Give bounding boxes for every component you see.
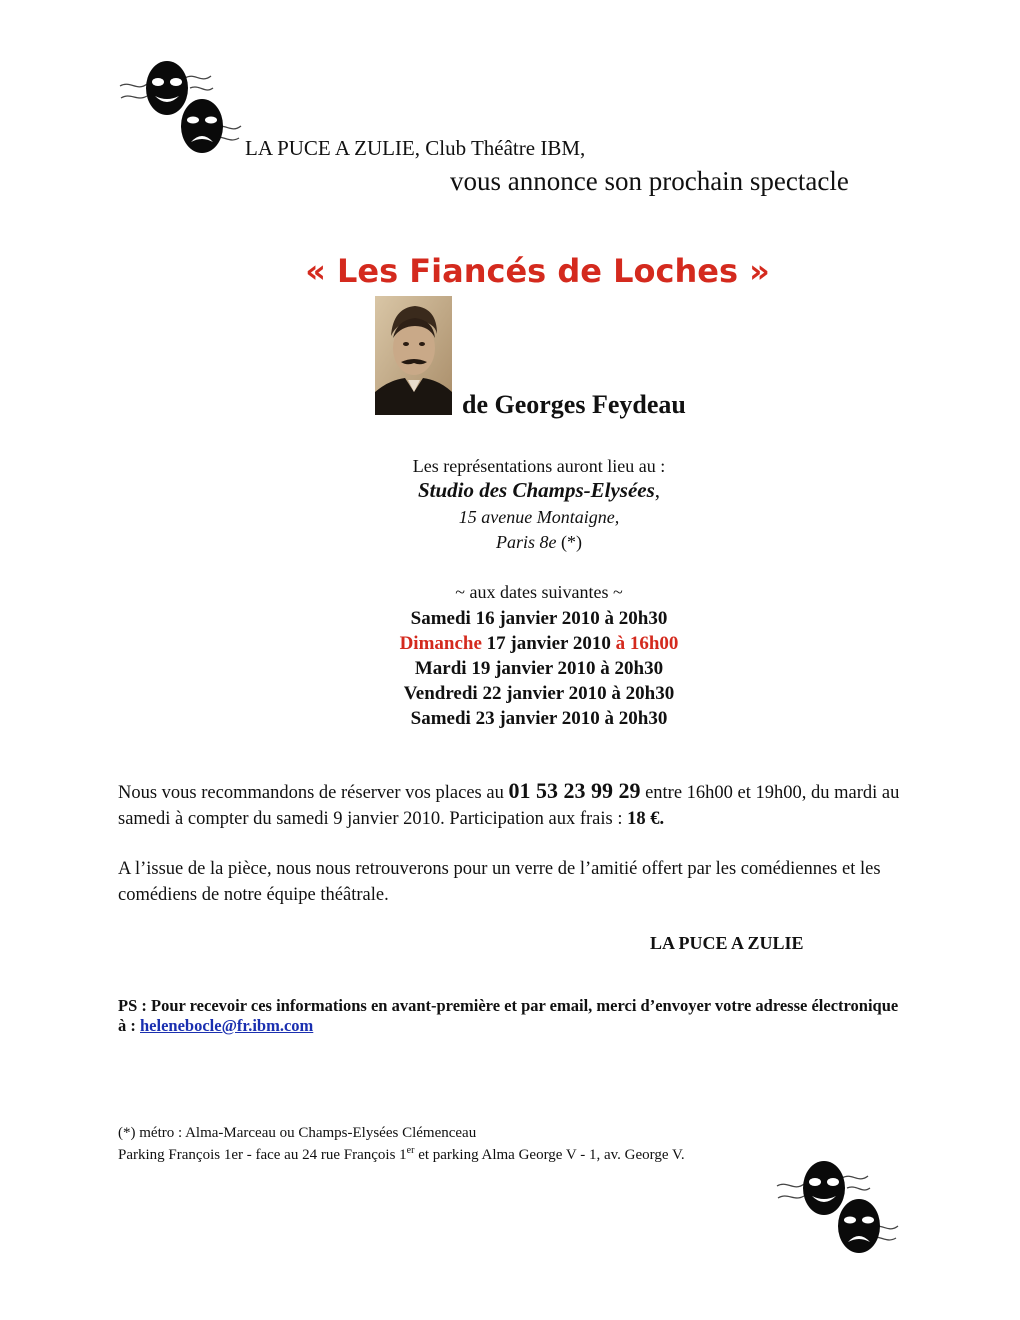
play-title: « Les Fiancés de Loches » bbox=[305, 252, 770, 290]
reservation-paragraph bbox=[118, 778, 908, 832]
venue-city bbox=[0, 532, 1020, 553]
venue-address: 15 avenue Montaigne, bbox=[458, 507, 620, 527]
price: 18 €. bbox=[627, 809, 665, 829]
date-row: Vendredi 22 janvier 2010 à 20h30 bbox=[403, 683, 675, 704]
email-link[interactable]: helenebocle@fr.ibm.com bbox=[140, 1016, 314, 1035]
theatre-masks-icon bbox=[115, 58, 245, 158]
dates-list bbox=[0, 606, 1020, 731]
theatre-masks-icon bbox=[772, 1158, 902, 1258]
venue-name-text: Studio des Champs-Elysées bbox=[417, 478, 655, 502]
footnote-parking bbox=[118, 1142, 685, 1164]
date-row: Samedi 23 janvier 2010 à 20h30 bbox=[410, 708, 668, 729]
footnote-metro: (*) métro : Alma-Marceau ou Champs-Elysées Clémenceau bbox=[118, 1125, 477, 1141]
ps-text: PS : Pour recevoir ces informations en avant-première et par email, merci d’envoyer votre adresse électronique à : bbox=[118, 996, 899, 1035]
venue-city-text: Paris 8e bbox=[496, 532, 557, 552]
date-time-highlight: à 16h00 bbox=[615, 633, 679, 654]
ps-note bbox=[118, 996, 908, 1036]
date-row: Samedi 16 janvier 2010 à 20h30 bbox=[410, 608, 668, 629]
venue-city-note: (*) bbox=[556, 532, 582, 552]
phone-number: 01 53 23 99 29 bbox=[508, 778, 641, 803]
dates-intro: ~ aux dates suivantes ~ bbox=[455, 582, 623, 602]
footnote bbox=[118, 1124, 685, 1164]
venue-name-suffix: , bbox=[654, 478, 661, 502]
after-show-paragraph: A l’issue de la pièce, nous nous retrouverons pour un verre de l’amitié offert par les comédiennes et les comédiens de notre équipe théâtrale. bbox=[118, 859, 881, 905]
venue-name bbox=[0, 478, 1020, 503]
date-row bbox=[0, 631, 1020, 656]
footnote-parking-a: Parking François 1er - face au 24 rue François 1 bbox=[118, 1147, 407, 1163]
author-line: de Georges Feydeau bbox=[462, 390, 686, 419]
announce-line: vous annonce son prochain spectacle bbox=[450, 166, 849, 196]
author-portrait bbox=[375, 296, 452, 415]
date-middle: 17 janvier 2010 bbox=[481, 633, 616, 654]
reservation-post: entre 16h00 et 19h00, du mardi au samedi à compter du samedi 9 janvier 2010. Participation aux frais : bbox=[118, 783, 900, 829]
date-row: Mardi 19 janvier 2010 à 20h30 bbox=[414, 658, 664, 679]
date-day-highlight: Dimanche bbox=[399, 633, 482, 654]
reservation-pre: Nous vous recommandons de réserver vos places au bbox=[118, 783, 509, 803]
footnote-parking-sup: er bbox=[406, 1145, 415, 1156]
signature: LA PUCE A ZULIE bbox=[650, 933, 804, 953]
footnote-parking-b: et parking Alma George V - 1, av. George V. bbox=[414, 1147, 685, 1163]
club-line: LA PUCE A ZULIE, Club Théâtre IBM, bbox=[245, 136, 586, 160]
venue-intro: Les représentations auront lieu au : bbox=[412, 456, 666, 476]
